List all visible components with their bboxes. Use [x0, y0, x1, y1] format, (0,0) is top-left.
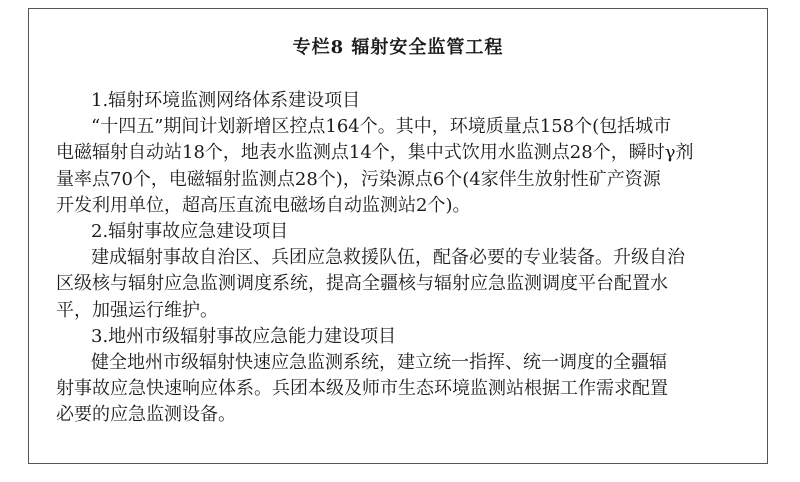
body-line: “十四五”期间计划新增区控点164个。其中，环境质量点158个(包括城市 [91, 116, 672, 138]
body-line: 开发利用单位，超高压直流电磁场自动监测站2个)。 [56, 194, 471, 216]
body-line: 电磁辐射自动站18个，地表水监测点14个，集中式饮用水监测点28个，瞬时γ剂 [56, 142, 694, 164]
body-line: 射事故应急快速响应体系。兵团本级及师市生态环境监测站根据工作需求配置 [56, 378, 668, 400]
column-title: 专栏8 辐射安全监管工程 [292, 37, 504, 58]
body-line: 量率点70个，电磁辐射监测点28个)，污染源点6个(4家伴生放射性矿产资源 [56, 168, 661, 190]
body-line: 建成辐射事故自治区、兵团应急救援队伍，配备必要的专业装备。升级自治 [91, 247, 685, 269]
body-line: 平，加强运行维护。 [56, 299, 218, 321]
column-box [28, 8, 768, 464]
section-heading-2: 2.辐射事故应急建设项目 [91, 220, 289, 242]
section-heading-3: 3.地州市级辐射事故应急能力建设项目 [91, 325, 397, 347]
column-body [56, 88, 756, 428]
section-heading-1: 1.辐射环境监测网络体系建设项目 [91, 90, 361, 111]
body-line: 必要的应急监测设备。 [56, 404, 236, 426]
body-line: 区级核与辐射应急监测调度系统，提高全疆核与辐射应急监测调度平台配置水 [56, 273, 668, 295]
body-line: 健全地州市级辐射快速应急监测系统，建立统一指挥、统一调度的全疆辐 [91, 351, 667, 373]
